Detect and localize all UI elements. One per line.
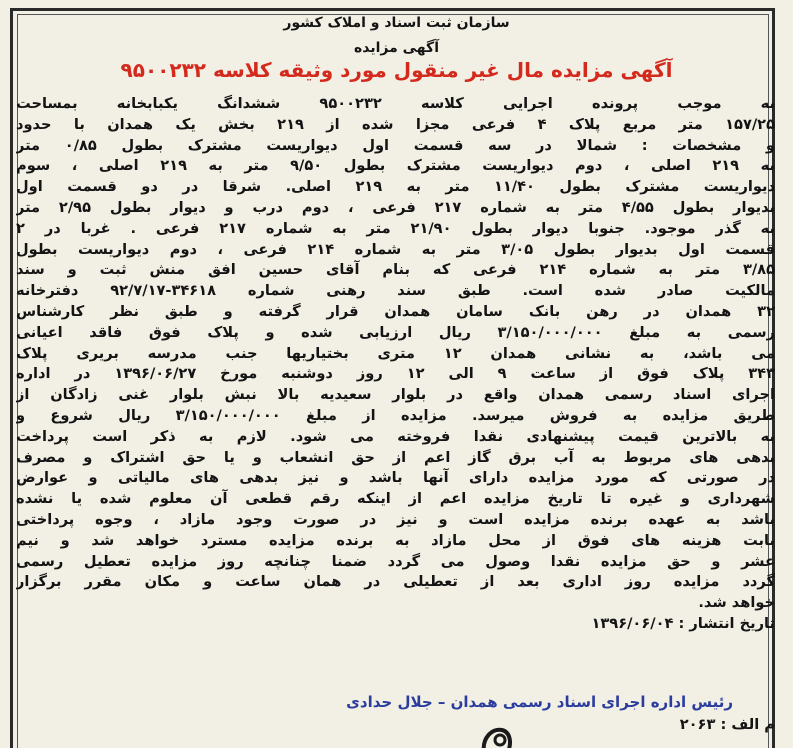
notice-code: م الف : ۲۰۶۳	[679, 716, 775, 733]
body-line: باشد به عهده برنده مزایده است و نیز در صورت وجود مازاد ، وجوه پرداختی	[16, 510, 775, 528]
body-line: به بالاترین قیمت پیشنهادی نقدا فروخته می شود. لازم به ذکر است پرداخت	[16, 427, 775, 445]
body-line: بابت هزینه های فوق از محل مازاد به برنده مزایده مسترد خواهد شد و نیم	[16, 531, 775, 549]
body-line: اجرای اسناد رسمی همدان واقع در بلوار سعیدیه بالا نبش بلوار غنی زادگان از	[16, 386, 775, 404]
body-line: خواهد شد.	[698, 594, 775, 612]
body-line: ۳۲ همدان در رهن بانک سامان همدان قرار گرفته و طبق نظر کارشناس	[16, 302, 775, 320]
body-line: طریق مزایده به فروش میرسد. مزایده از مبلغ ۳/۱۵۰/۰۰۰/۰۰۰ ریال شروع و	[16, 406, 775, 424]
notice-body	[16, 94, 775, 635]
publisher-logo-icon	[478, 712, 520, 748]
body-line: به ۲۱۹ اصلی ، دوم دیواریست مشترک بطول ۹/۵۰ متر به ۲۱۹ اصلی ، سوم	[16, 157, 775, 175]
body-line: و مشخصات : شمالا در سه قسمت اول دیواریست مشترک بطول ۰/۸۵ متر	[16, 136, 775, 154]
body-line: ۳۴۳ پلاک فوق از ساعت ۹ الی ۱۲ روز دوشنبه مورخ ۱۳۹۶/۰۶/۲۷ در اداره	[16, 365, 775, 383]
notice-subtitle: آگهی مزایده	[353, 40, 439, 56]
body-line: در صورتی که مورد مزایده دارای آنها باشد و نیز بدهی های مالیاتی و عوارض	[16, 469, 775, 487]
body-line: بدهی های مربوط به آب برق گاز اعم از حق انشعاب و یا حق اشتراک و مصرف	[16, 448, 775, 466]
body-line: به گذر موجود. جنوبا دیوار بطول ۲۱/۹۰ متر به شماره ۲۱۷ فرعی . غربا در ۲	[16, 219, 775, 237]
body-line: به موجب پرونده اجرایی کلاسه ۹۵۰۰۲۳۲ ششدانگ یکبابخانه بمساحت	[16, 95, 775, 112]
organization-name: سازمان ثبت اسناد و املاک کشور	[283, 15, 510, 31]
body-line: مالکیت صادر شده است. طبق سند رهنی شماره ۳۴۶۱۸-۹۲/۷/۱۷ دفترخانه	[16, 282, 775, 300]
body-line: ۱۵۷/۲۵ متر مربع پلاک ۴ فرعی مجزا شده از ۲۱۹ بخش یک همدان با حدود	[16, 115, 775, 133]
notice-headline: آگهی مزایده مال غیر منقول مورد وثیقه کلاسه ۹۵۰۰۲۳۲	[120, 58, 673, 82]
body-line: قسمت اول بدیوار بطول ۳/۰۵ متر به شماره ۲۱۴ فرعی ، دوم دیواریست بطول	[16, 240, 775, 258]
body-line: دیواریست مشترک بطول ۱۱/۴۰ متر به ۲۱۹ اصلی. شرقا در دو قسمت اول	[16, 178, 775, 196]
body-line: بدیوار بطول ۴/۵۵ متر به شماره ۲۱۷ فرعی ، دوم درب و دیوار بطول ۲/۹۵ متر	[16, 198, 775, 216]
body-line: گردد مزایده روز اداری بعد از تعطیلی در همان ساعت و مکان مقرر برگزار	[16, 573, 775, 591]
signature-line: رئیس اداره اجرای اسناد رسمی همدان – جلال حدادی	[346, 693, 733, 711]
body-line: می باشد، به نشانی همدان ۱۲ متری بختیاریها جنب مدرسه بریری پلاک	[16, 344, 775, 362]
body-line: رسمی به مبلغ ۳/۱۵۰/۰۰۰/۰۰۰ ریال ارزیابی شده و پلاک فوق فاقد اعیانی	[16, 323, 775, 341]
body-line: شهرداری و غیره تا تاریخ مزایده اعم از اینکه رقم قطعی آن معلوم شده یا نشده	[16, 490, 775, 508]
body-line: ۳/۸۵ متر به شماره ۲۱۴ فرعی که بنام آقای حسین افق منش ثبت و سند	[16, 261, 775, 279]
body-line: عشر و حق مزایده نقدا وصول می گردد ضمنا چنانچه روز مزایده تعطیل رسمی	[16, 552, 775, 570]
body-line: تاریخ انتشار : ۱۳۹۶/۰۶/۰۴	[591, 614, 775, 632]
